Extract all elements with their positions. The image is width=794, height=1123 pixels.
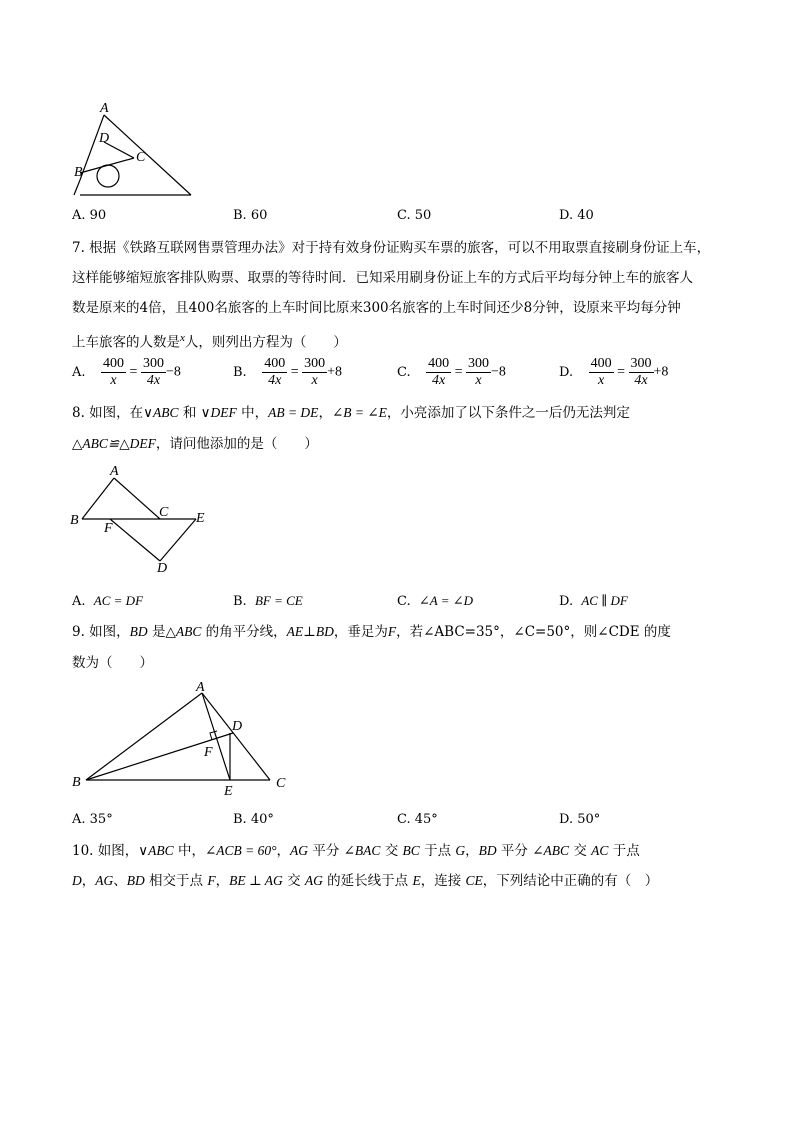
q9-label-c: C [276,776,286,791]
q6-option-b[interactable]: B. 60 [233,208,268,223]
q8-eq-ab-de: AB = DE [268,405,319,420]
q10-text-1b: 中， [173,843,205,859]
q8-option-c[interactable] [397,591,473,612]
q6-figure [70,100,200,200]
q10-text-2h: ，连接 [420,873,466,889]
q10-abc: ∠ABC [532,843,570,858]
q10-text-1f: 于点 [419,843,456,859]
q10-ac: AC [591,843,609,858]
q7-option-d[interactable] [559,356,668,389]
q7-text-line-4 [72,328,347,353]
q7-option-c[interactable] [397,356,506,389]
q10-text-2b: ， [81,873,96,889]
q9-label-d: D [232,719,243,734]
q10-text-1g: ， [465,843,479,859]
q9-label-e: E [224,784,233,799]
q9-option-a[interactable]: A. 35° [72,812,113,827]
q9-option-d[interactable]: D. 50° [559,812,601,827]
q9-bd: BD [129,624,148,639]
q8-option-b[interactable] [233,591,303,612]
q6-label-d: D [99,131,110,146]
q10-ag: AG [290,843,309,858]
q7-option-a-tail: −8 [165,364,181,380]
q7-option-a-frac-left: $\frac{400}{x}$ [103,356,125,388]
q9-label-a: A [196,680,205,695]
q9-ae-perp-bd: AE⊥BD [286,624,334,639]
q9-figure [66,678,296,802]
q7-option-c-equals: = [454,364,463,380]
q6-option-a[interactable]: A. 90 [72,208,107,223]
q10-text-1e: 交 [380,843,403,859]
q10-tri: ∨ABC [138,843,174,858]
q8-tri-abc: ∨ABC [143,405,179,420]
q10-d: D [72,873,82,888]
q10-text-1h: 平分 [496,843,533,859]
q7-option-a[interactable] [72,356,181,389]
q7-var-x: x [180,332,185,344]
q8-and: 和 [178,405,201,421]
q8-option-d-expr: AC ∥ DF [581,593,628,608]
q6-line-b-down [74,180,80,195]
q8-line-ac [114,478,160,519]
q10-text-2d: 相交于点 [144,873,208,889]
q10-ce: CE [465,873,483,888]
q8-text-1c: ，小亮添加了以下条件之一后仍无法判定 [386,405,630,421]
q10-f: F [207,873,216,888]
q10-text-1i: 交 [569,843,592,859]
q7-text-line-4b: 人，则列出方程为（ ） [184,334,347,351]
q6-label-b: B [74,165,83,180]
q10-ag2: AG [95,873,114,888]
q7-option-b-frac-right: $\frac{300}{x}$ [304,356,326,388]
q7-option-a-frac-right: $\frac{300}{4x}$ [142,356,164,388]
q8-line-fd [110,519,160,561]
q9-label-b: B [72,775,81,790]
q7-option-d-label: D. [559,364,574,380]
q10-bd: BD [478,843,497,858]
q8-option-d-label: D. [559,594,574,609]
q6-option-c[interactable]: C. 50 [397,208,432,223]
q10-bd2: BD [126,873,145,888]
q9-text-1c: 的角平分线， [201,624,287,640]
q10-acb: ∠ACB = 60° [204,843,277,858]
q7-option-c-frac-right: $\frac{300}{x}$ [468,356,490,388]
q7-option-d-frac-left: $\frac{400}{x}$ [590,356,612,388]
q7-option-b-frac-left: $\frac{400}{4x}$ [264,356,286,388]
q10-be-perp-ag: BE ⊥ AG [229,873,283,888]
q9-line-ac [202,693,270,780]
q10-text-1a: 10. 如图， [72,843,139,859]
q9-text-1a: 9. 如图， [72,624,130,640]
q8-option-c-label: C. [397,594,411,609]
q8-option-a-label: A. [72,594,86,609]
q9-line-ab [86,693,202,780]
q7-option-b-equals: = [290,364,299,380]
q7-text-line-3: 数是原来的4倍，且400名旅客的上车时间比原来300名旅客的上车时间还少8分钟，设原来平均每分钟 [72,300,681,316]
q8-option-a-expr: AC = DF [93,593,144,608]
q9-f: F [387,624,397,639]
q8-option-b-label: B. [233,594,247,609]
q9-text-line-2: 数为（ ） [72,655,153,671]
q7-option-c-frac-left: $\frac{400}{4x}$ [428,356,450,388]
q8-label-e: E [196,511,205,526]
q7-option-b[interactable] [233,356,342,389]
q9-abc: △ABC [165,624,202,639]
q10-text-2g: 的延长线于点 [322,873,413,889]
q10-text-2e: ， [215,873,230,889]
q7-option-b-tail: +8 [327,364,342,380]
q8-option-d[interactable] [559,591,628,612]
q7-option-d-tail: +8 [653,364,669,380]
q7-option-d-equals: = [617,364,625,380]
q7-option-a-label: A. [72,364,86,380]
q6-option-d[interactable]: D. 40 [559,208,594,223]
q10-text-2i: ，下列结论中正确的有（ ） [482,873,659,889]
q8-label-b: B [70,513,79,528]
q8-text-1b: 中， [236,405,269,421]
q8-figure [66,464,216,576]
q8-label-f: F [104,521,113,536]
q8-line-ed [160,519,196,561]
q8-text-line-1 [72,403,630,423]
q10-e: E [412,873,421,888]
q10-text-2c: 、 [113,873,127,889]
q7-text-line-4a: 上车旅客的人数是 [72,334,180,351]
q10-text-1j: 于点 [608,843,640,859]
q6-label-a: A [100,101,109,116]
q10-text-1c: ， [276,843,291,859]
q8-congruence: △ABC≌△DEF [72,436,156,451]
q7-text-line-1: 7. 根据《铁路互联网售票管理办法》对于持有效身份证购买车票的旅客，可以不用取票直接刷身份证上车， [72,240,711,256]
q8-option-a[interactable] [72,591,143,612]
q8-label-d: D [157,561,168,576]
q9-line-ae [202,693,230,780]
q10-bac: ∠BAC [343,843,381,858]
q7-option-b-label: B. [233,364,247,380]
q10-bc: BC [402,843,420,858]
q8-eq-angle-b-e: ∠B = ∠E [331,405,387,420]
q9-text-1e: ，若∠ABC=35°，∠C=50°，则∠CDE 的度 [396,624,671,640]
q7-option-a-equals: = [129,364,138,380]
q9-text-line-1 [72,622,671,642]
q9-text-1b: 是 [147,624,166,640]
q8-text-1a: 8. 如图，在 [72,405,144,421]
q10-g: G [455,843,466,858]
q6-label-c: C [136,150,146,165]
q10-ag3: AG [304,873,323,888]
q8-comma: ， [318,405,332,421]
q9-label-f: F [204,745,213,760]
q10-text-1d: 平分 [308,843,344,859]
q8-text-line-2 [72,434,318,454]
q7-option-c-label: C. [397,364,411,380]
q9-option-c[interactable]: C. 45° [397,812,438,827]
q10-text-line-1 [72,841,640,861]
q7-option-d-frac-right: $\frac{300}{4x}$ [630,356,652,388]
q9-option-b[interactable]: B. 40° [233,812,274,827]
q8-label-c: C [159,505,169,520]
q10-text-line-2 [72,871,658,891]
q8-line-ab [82,478,114,519]
q7-option-c-tail: −8 [491,364,506,380]
q7-text-line-2: 这样能够缩短旅客排队购票、取票的等待时间．已知采用刷身份证上车的方式后平均每分钟上车的旅客人 [72,270,693,286]
q9-text-1d: ，垂足为 [333,624,388,640]
q8-tri-def: ∨DEF [200,405,237,420]
q8-option-c-expr: ∠A = ∠D [418,593,474,608]
q8-text-2b: ，请问他添加的是（ ） [155,436,318,452]
q8-option-b-expr: BF = CE [254,593,303,608]
q8-label-a: A [110,464,119,479]
q10-text-2f: 交 [282,873,305,889]
q6-circle [97,165,119,187]
